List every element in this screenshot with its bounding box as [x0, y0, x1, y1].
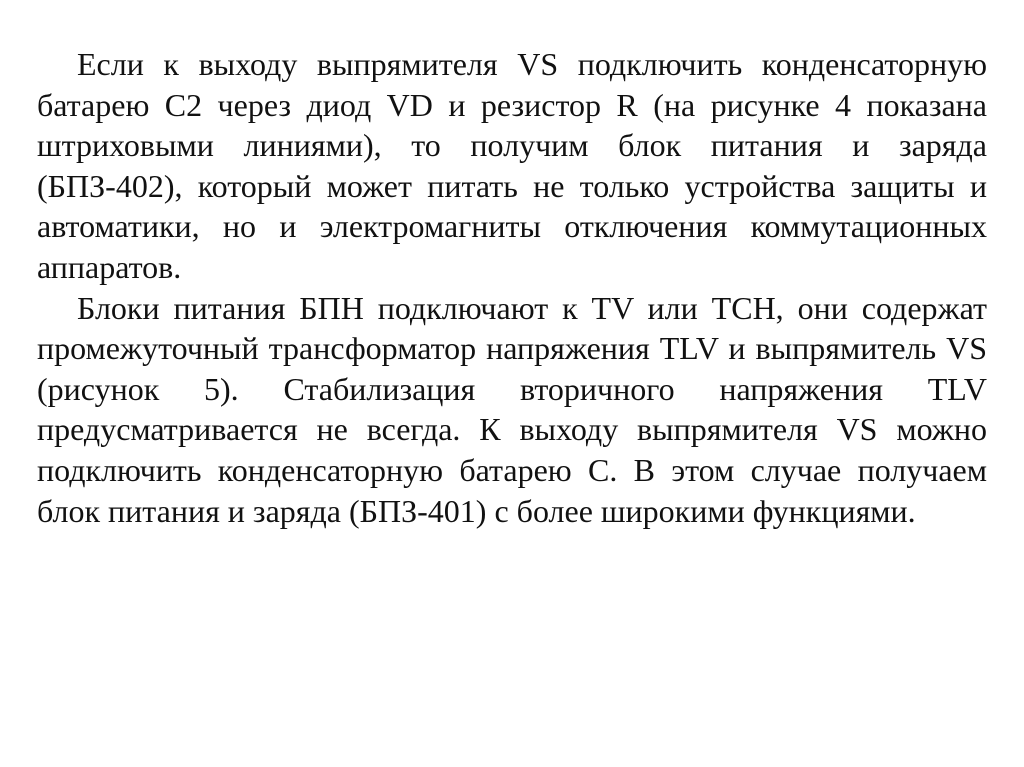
paragraph-2: Блоки питания БПН подключают к TV или ТСН, они содержат промежуточный трансформатор напряжения TLV и выпрямитель VS (рисунок 5). Стабилизация вторичного напряжения TLV предусматривается не всегда. К выходу выпрямителя VS можно подключить конденсаторную батарею С. В этом случае получаем блок питания и заряда (БПЗ-401) с более широкими функциями.	[37, 289, 987, 529]
paragraph-1: Если к выходу выпрямителя VS подключить конденсаторную батарею С2 через диод VD и резистор R (на рисунке 4 показана штриховыми линиями), то получим блок питания и заряда (БПЗ-402), который может питать не только устройства защиты и автоматики, но и электромагниты отключения коммутационных аппаратов.	[37, 46, 987, 285]
document-body	[37, 44, 987, 531]
